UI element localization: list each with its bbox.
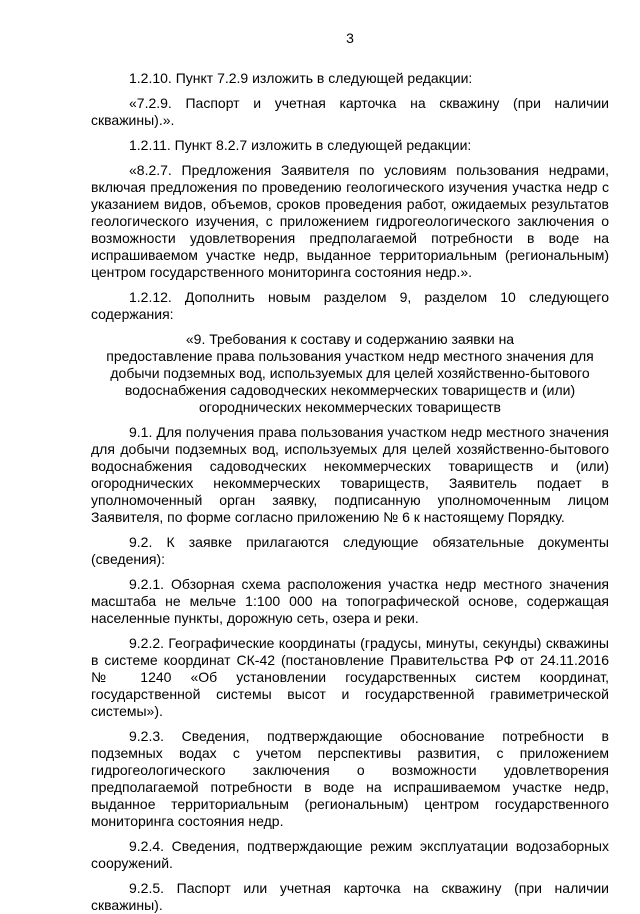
paragraph-7-2-9-text: «7.2.9. Паспорт и учетная карточка на скважину (при наличии скважины).».	[91, 95, 609, 128]
paragraph-9-2-4: 9.2.4. Сведения, подтверждающие режим эксплуатации водозаборных сооружений.	[91, 838, 609, 871]
paragraph-1-2-12: 1.2.12. Дополнить новым разделом 9, разделом 10 следующего содержания:	[91, 289, 609, 322]
paragraph-1-2-10: 1.2.10. Пункт 7.2.9 изложить в следующей редакции:	[129, 70, 473, 86]
section-title-line: добычи подземных вод, используемых для целей хозяйственно-бытового	[110, 365, 590, 381]
paragraph-8-2-7-text: «8.2.7. Предложения Заявителя по условиям пользования недрами, включая предложения по проведению геологического изучения участка недр с указанием видов, объемов, сроков проведения работ, ожидаемых результатов геологического изучения, с приложением гидрогеологического заключения о возможности удовлетворения предполагаемой потребности в воде на испрашиваемом участке недр, выданное территориальным (региональным) центром государственного мониторинга состояния недр.».	[91, 162, 609, 280]
paragraph-9-2-3: 9.2.3. Сведения, подтверждающие обоснование потребности в подземных водах с учетом перспективы развития, с приложением гидрогеологического заключения о возможности удовлетворения предполагаемой потребности в воде на испрашиваемом участке недр, выданное территориальным (региональным) центром государственного мониторинга состояния недр.	[91, 728, 609, 829]
section-title-line: предоставление права пользования участком недр местного значения для	[106, 348, 594, 364]
paragraph-9-2-2: 9.2.2. Географические координаты (градусы, минуты, секунды) скважины в системе координат СК-42 (постановление Правительства РФ от 24.11.2016 № 1240 «Об установлении государственных систем координат, государственной системы высот и государственной гравиметрической системы»).	[91, 635, 609, 719]
page-number: 3	[346, 30, 354, 46]
paragraph-9-2-1: 9.2.1. Обзорная схема расположения участка недр местного значения масштаба не мельче 1:100 000 на топографической основе, содержащая населенные пункты, дорожную сеть, озера и реки.	[91, 576, 609, 626]
paragraph-9-2-5: 9.2.5. Паспорт или учетная карточка на скважину (при наличии скважины).	[91, 880, 609, 913]
section-title-line: огороднических некоммерческих товариществ	[199, 399, 501, 415]
section-title-line: водоснабжения садоводческих некоммерческих товариществ и (или)	[124, 382, 576, 398]
section-9-title	[91, 331, 609, 416]
paragraph-1-2-11: 1.2.11. Пункт 8.2.7 изложить в следующей редакции:	[129, 137, 472, 153]
paragraph-9-2: 9.2. К заявке прилагаются следующие обязательные документы (сведения):	[91, 534, 609, 567]
section-title-line: «9. Требования к составу и содержанию заявки на	[185, 331, 515, 347]
paragraph-9-1: 9.1. Для получения права пользования участком недр местного значения для добычи подземных вод, используемых для целей хозяйственно-бытового водоснабжения садоводческих некоммерческих товариществ и (или) огороднических некоммерческих товариществ, Заявитель подает в уполномоченный орган заявку, подписанную уполномоченным лицом Заявителя, по форме согласно приложению № 6 к настоящему Порядку.	[91, 424, 609, 525]
